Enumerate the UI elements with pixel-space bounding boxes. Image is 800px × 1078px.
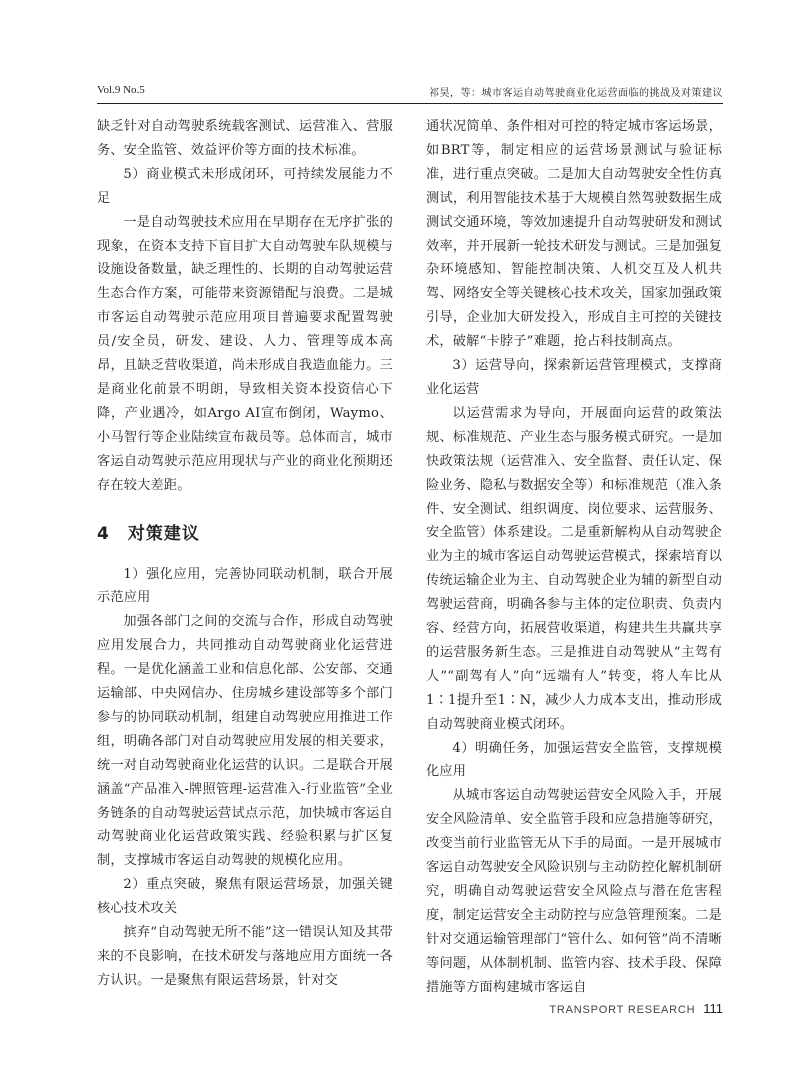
section-title: 对策建议 [127,523,200,544]
subsection-heading: 2）重点突破，聚焦有限运营场景，加强关键核心技术攻关 [97,877,393,917]
section-heading [97,521,393,547]
running-title: 祁昊，等：城市客运自动驾驶商业化运营面临的挑战及对策建议 [429,88,723,99]
paragraph: 以运营需求为导向，开展面向运营的政策法规、标准规范、产业生态与服务模式研究。一是加快政策法规（运营准入、安全监督、责任认定、保险业务、隐私与数据安全等）和标准规范（准入条件、安全测试、组织调度、岗位要求、运营服务、安全监管）体系建设。二是重新解构从自动驾驶企业为主的城市客运自动驾驶运营模式，探索培育以传统运输企业为主、自动驾驶企业为辅的新型自动驾驶运营商，明确各参与主体的定位职责、负责内容、经营方向，拓展营收渠道，构建共生共赢共享的运营服务新生态。三是推进自动驾驶从“主驾有人”“副驾有人”向“远端有人”转变，将人车比从1∶1提升至1∶N，减少人力成本支出，推动形成自动驾驶商业模式闭环。 [426,405,722,732]
paragraph: 缺乏针对自动驾驶系统载客测试、运营准入、营服务、安全监管、效益评价等方面的技术标准。 [97,119,393,158]
subsection-heading: 1）强化应用，完善协同联动机制，联合开展示范应用 [97,566,393,606]
page-footer [549,1001,723,1016]
subsection-heading: 5）商业模式未形成闭环，可持续发展能力不足 [97,166,393,206]
journal-volume: Vol.9 No.5 [97,84,145,96]
section-number: 4 [97,523,110,544]
paragraph: 通状况简单、条件相对可控的特定城市客运场景，如BRT等，制定相应的运营场景测试与验证标准，进行重点突破。二是加大自动驾驶安全性仿真测试，利用智能技术基于大规模自然驾驶数据生成测试交通环境，等效加速提升自动驾驶研发和测试效率，并开展新一轮技术研发与测试。三是加强复杂环境感知、智能控制决策、人机交互及人机共驾、网络安全等关键核心技术攻关，国家加强政策引导，企业加大研发投入，形成自主可控的关键技术，破解“卡脖子”难题，抢占科技制高点。 [426,119,722,350]
header-rule [97,103,723,104]
paragraph: 一是自动驾驶技术应用在早期存在无序扩张的现象，在资本支持下盲目扩大自动驾驶车队规模与设施设备数量，缺乏理性的、长期的自动驾驶运营生态合作方案，可能带来资源错配与浪费。二是城市客运自动驾驶示范应用项目普遍要求配置驾驶员/安全员，研发、建设、人力、管理等成本高昂，且缺乏营收渠道，尚未形成自我造血能力。三是商业化前景不明朗，导致相关资本投资信心下降，产业遇冷，如Argo AI宣布倒闭，Waymo、小马智行等企业陆续宣布裁员等。总体而言，城市客运自动驾驶示范应用现状与产业的商业化预期还存在较大差距。 [97,214,393,493]
right-column [426,115,722,1000]
subsection-heading: 3）运营导向，探索新运营管理模式，支撑商业化运营 [426,358,722,397]
running-header [97,82,723,100]
page-number: 111 [703,1001,723,1016]
paragraph: 加强各部门之间的交流与合作，形成自动驾驶应用发展合力，共同推动自动驾驶商业化运营进程。一是优化涵盖工业和信息化部、公安部、交通运输部、中央网信办、住房城乡建设部等多个部门参与的协同联动机制，组建自动驾驶应用推进工作组，明确各部门对自动驾驶应用发展的相关要求，统一对自动驾驶商业化运营的认识。二是联合开展涵盖“产品准入-牌照管理-运营准入-行业监管”全业务链条的自动驾驶运营试点示范，加快城市客运自动驾驶商业化运营政策实践、经验积累与扩区复制，支撑城市客运自动驾驶的规模化应用。 [97,614,393,869]
paragraph: 从城市客运自动驾驶运营安全风险入手，开展安全风险清单、安全监管手段和应急措施等研究，改变当前行业监管无从下手的局面。一是开展城市客运自动驾驶安全风险识别与主动防控化解机制研究，明确自动驾驶运营安全风险点与潜在危害程度，制定运营安全主动防控与应急管理预案。二是针对交通运输管理部门“管什么、如何管”尚不清晰等问题，从体制机制、监管内容、技术手段、保障措施等方面构建城市客运自 [426,788,722,995]
journal-name: TRANSPORT RESEARCH [549,1004,696,1016]
subsection-heading: 4）明确任务，加强运营安全监管，支撑规模化应用 [426,740,722,780]
paragraph: 摈弃“自动驾驶无所不能”这一错误认知及其带来的不良影响，在技术研发与落地应用方面统一各方认识。一是聚焦有限运营场景，针对交 [97,925,393,988]
left-column [97,115,393,993]
